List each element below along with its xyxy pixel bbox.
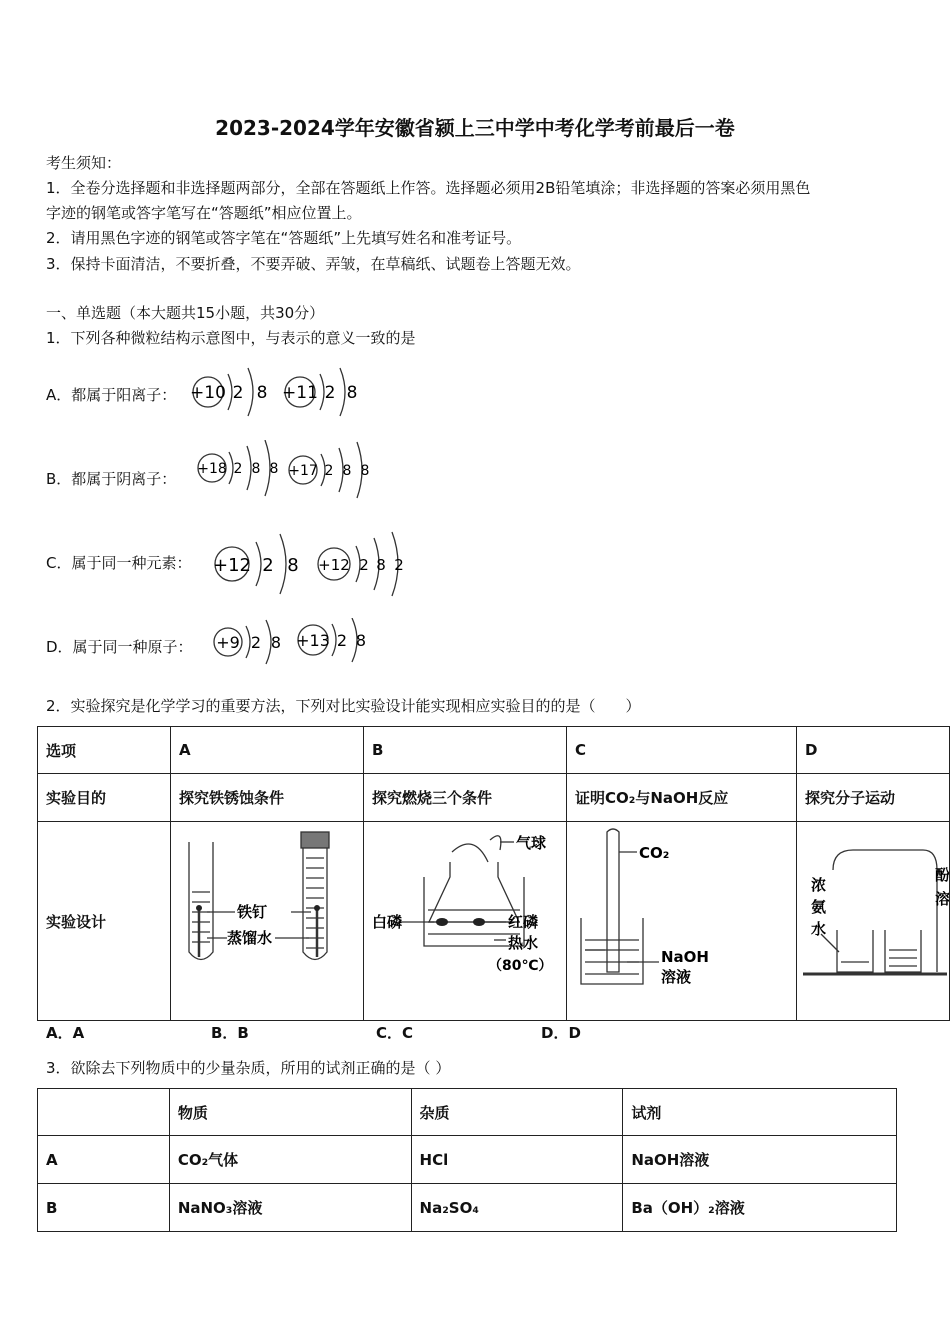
q2-answer-b[interactable]: B．B (211, 1024, 249, 1042)
svg-text:8: 8 (251, 461, 261, 477)
atom-a1-nucleus: +10 (190, 383, 226, 403)
svg-text:酚: 酚 (935, 866, 949, 884)
q3-header-substance: 物质 (169, 1089, 411, 1136)
q1-option-d-label: D．属于同一种原子： (46, 638, 193, 656)
svg-text:水: 水 (811, 920, 827, 938)
svg-text:8: 8 (342, 463, 352, 479)
co2-naoh-figure (567, 822, 796, 1016)
q2-col-c: C (567, 727, 797, 774)
q2-answer-d[interactable]: D．D (541, 1024, 581, 1042)
svg-text:+12: +12 (318, 556, 350, 574)
svg-text:2: 2 (233, 461, 243, 477)
svg-text:8: 8 (269, 461, 279, 477)
notice-line-3: 3．保持卡面清洁，不要折叠，不要弄破、弄皱，在草稿纸、试题卷上答题无效。 (46, 255, 581, 273)
q3-header-row (38, 1089, 897, 1136)
svg-text:8: 8 (256, 383, 268, 403)
atom-diagram-a (190, 362, 370, 422)
q1-option-b-label: B．都属于阴离子： (46, 470, 177, 488)
q2-answer-a[interactable]: A．A (46, 1024, 85, 1042)
q2-stem: 2．实验探究是化学学习的重要方法，下列对比实验设计能实现相应实验目的的是（ ） (46, 697, 641, 715)
q1-stem: 1．下列各种微粒结构示意图中，与表示的意义一致的是 (46, 329, 416, 347)
table-row: B NaNO₃溶液 Na₂SO₄ Ba（OH）₂溶液 (38, 1184, 897, 1232)
q2-answer-c[interactable]: C．C (376, 1024, 414, 1042)
svg-text:2: 2 (232, 383, 244, 403)
q2-figure-d (797, 822, 950, 1021)
svg-text:2: 2 (324, 463, 334, 479)
q1-option-a-label: A．都属于阳离子： (46, 386, 177, 404)
q3-table (37, 1088, 897, 1232)
q1-option-c-label: C．属于同一种元素： (46, 554, 192, 572)
svg-text:+13: +13 (296, 631, 330, 650)
q3-header-impurity: 杂质 (411, 1089, 623, 1136)
q3-stem: 3．欲除去下列物质中的少量杂质，所用的试剂正确的是（ ） (46, 1059, 451, 1077)
svg-text:8: 8 (355, 631, 367, 650)
q2-figure-b (364, 822, 567, 1021)
svg-text:白磷: 白磷 (372, 913, 403, 931)
svg-text:NaOH: NaOH (661, 948, 709, 966)
svg-text:+17: +17 (288, 463, 318, 479)
svg-text:铁钉: 铁钉 (237, 903, 268, 921)
q2-header-row (38, 727, 950, 774)
svg-text:8: 8 (287, 555, 299, 576)
svg-text:8: 8 (346, 383, 358, 403)
svg-text:8: 8 (270, 633, 282, 652)
svg-text:蒸馏水: 蒸馏水 (227, 929, 273, 947)
svg-text:溶液: 溶液 (661, 968, 692, 986)
notice-line-1b: 字迹的钢笔或答字笔写在“答题纸”相应位置上。 (46, 204, 362, 222)
svg-text:2: 2 (262, 555, 274, 576)
notice-heading: 考生须知： (46, 154, 122, 172)
svg-text:+9: +9 (216, 633, 240, 652)
q2-col-a: A (171, 727, 364, 774)
section-heading: 一、单选题（本大题共15小题，共30分） (46, 304, 325, 322)
q2-header-purpose: 实验目的 (38, 774, 171, 822)
svg-text:（80℃）: （80℃） (488, 958, 553, 974)
svg-text:溶: 溶 (935, 890, 949, 908)
q2-purpose-d: 探究分子运动 (797, 774, 950, 822)
table-row: A CO₂气体 HCl NaOH溶液 (38, 1136, 897, 1184)
q3-header-reagent: 试剂 (623, 1089, 897, 1136)
atom-diagram-b (195, 440, 385, 510)
molecule-motion-figure (797, 822, 949, 1016)
svg-text:2: 2 (394, 556, 404, 574)
svg-text:氨: 氨 (811, 898, 827, 916)
atom-a2-nucleus: +11 (282, 383, 318, 403)
atom-diagram-d (208, 618, 378, 670)
rust-test-tubes-figure (171, 822, 363, 1016)
notice-line-1a: 1．全卷分选择题和非选择题两部分，全部在答题纸上作答。选择题必须用2B铅笔填涂；非选择题的答案必须用黑色 (46, 179, 811, 197)
svg-text:8: 8 (360, 463, 370, 479)
svg-text:2: 2 (359, 556, 369, 574)
svg-text:热水: 热水 (508, 934, 539, 952)
svg-text:红磷: 红磷 (508, 913, 539, 931)
svg-text:+12: +12 (213, 555, 251, 576)
q2-col-d: D (797, 727, 950, 774)
svg-text:2: 2 (324, 383, 336, 403)
combustion-beaker-figure (364, 822, 566, 1016)
q2-header-design: 实验设计 (38, 822, 171, 1021)
svg-text:2: 2 (250, 633, 262, 652)
q2-purpose-c: 证明CO₂与NaOH反应 (567, 774, 797, 822)
atom-diagram-c (210, 530, 410, 602)
notice-line-2: 2．请用黑色字迹的钢笔或答字笔在“答题纸”上先填写姓名和准考证号。 (46, 229, 522, 247)
svg-text:+18: +18 (197, 461, 227, 477)
q2-purpose-b: 探究燃烧三个条件 (364, 774, 567, 822)
q2-purpose-row (38, 774, 950, 822)
svg-text:CO₂: CO₂ (639, 844, 670, 862)
q2-table (37, 726, 950, 1021)
svg-text:8: 8 (376, 556, 386, 574)
page-title: 2023-2024学年安徽省颍上三中学中考化学考前最后一卷 (215, 116, 735, 140)
q2-header-option: 选项 (38, 727, 171, 774)
svg-text:浓: 浓 (811, 876, 827, 894)
svg-text:2: 2 (336, 631, 348, 650)
q2-figure-a (171, 822, 364, 1021)
q2-figure-c (567, 822, 797, 1021)
svg-text:气球: 气球 (516, 834, 547, 852)
q2-col-b: B (364, 727, 567, 774)
q2-design-row (38, 822, 950, 1021)
q2-purpose-a: 探究铁锈蚀条件 (171, 774, 364, 822)
